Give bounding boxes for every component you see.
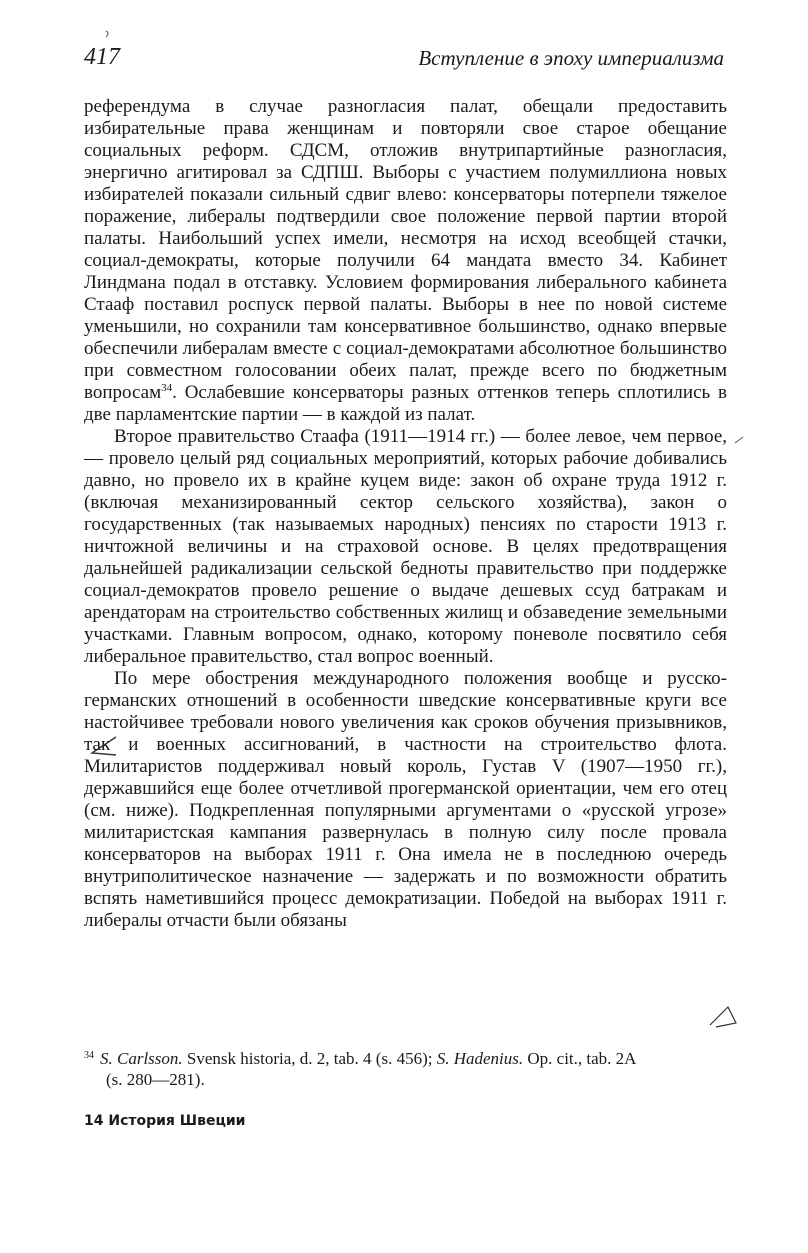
footnote-text-2: Op. cit., tab. 2A bbox=[523, 1049, 637, 1068]
paragraph-3: По мере обострения международного положения вообще и русско-германских отношений в особенности шведские консервативные круги все настойчивее требовали нового увеличения как сроков обучения призывников, так и военных ассигнований, в частности на строительство флота. Милитаристов поддерживал новый король, Густав V (1907—1950 гг.), державшийся еще более отчетливой прогерманской ориентации, чем его отец (см. ниже). Подкрепленная популярными аргументами о «русской угрозе» милитаристская кампания развернулась в полную силу после провала консерваторов на выборах 1911 г. Она имела не в последнюю очередь внутриполитическое назначение — задержать и по возможности обратить вспять наметившийся процесс демократизации. Победой на выборах 1911 г. либералы отчасти были обязаны bbox=[84, 668, 727, 931]
footnote-author-1: S. Carlsson. bbox=[100, 1049, 183, 1068]
footnote-author-2: S. Hadenius. bbox=[436, 1049, 524, 1068]
footnote-line-2: (s. 280—281). bbox=[106, 1070, 205, 1089]
paragraph-1-text-part-1: референдума в случае разногласия палат, обещали предоставить избирательные права женщинам и повторяли свое старое обещание социальных реформ. СДСМ, отложив внутрипартийные разногласия, энергично агитировал за СДПШ. Выборы с участием полумиллиона новых избирателей показали сильный сдвиг влево: консерваторы потерпели тяжелое поражение, либералы подтвердили свое положение первой партии второй палаты. Наибольший успех имели, несмотря на исход всеобщей стачки, социал-демократы, которые получили 64 мандата вместо 34. Кабинет Линдмана подал в отставку. Условием формирования либерального кабинета Стааф поставил роспуск первой палаты. Выборы в нее по новой системе уменьшили, но сохранили там консервативное большинство, однако впервые обеспечили либералам вместе с социал-демократами абсолютное большинство при совместном голосовании обеих палат, прежде всего по бюджетным вопросам bbox=[84, 96, 727, 403]
paragraph-1 bbox=[84, 96, 727, 426]
footnote-line-1 bbox=[84, 1045, 727, 1069]
footnote-text-1: Svensk historia, d. 2, tab. 4 (s. 456); bbox=[182, 1049, 437, 1068]
page-number: 417 bbox=[84, 44, 120, 70]
footnote-reference: 34 bbox=[161, 382, 173, 394]
footnote bbox=[84, 1045, 727, 1090]
pen-corner-mark bbox=[104, 30, 112, 38]
page-header bbox=[84, 44, 724, 78]
pen-tick-mark bbox=[734, 436, 744, 444]
printer-signature: 14 История Швеции bbox=[84, 1113, 246, 1129]
paragraph-2: Второе правительство Стаафа (1911—1914 гг.) — более левое, чем первое,— провело целый ряд социальных мероприятий, которых рабочие добивались давно, но провело их в крайне куцем виде: закон об охране труда 1912 г. (включая механизированный сектор сельского хозяйства), закон о государственных (так называемых народных) пенсиях по старости 1913 г. ничтожной величины и на страховой основе. В целях предотвращения дальнейшей радикализации сельской бедноты правительство при поддержке социал-демократов провело решение о выдаче дешевых ссуд батракам и арендаторам на строительство собственных жилищ и обзаведение земельными участками. Главным вопросом, однако, которому поневоле посвятило себя либеральное правительство, стал вопрос военный. bbox=[84, 426, 727, 667]
pen-mark-left-margin bbox=[88, 735, 118, 759]
running-title: Вступление в эпоху империализма bbox=[418, 46, 724, 70]
main-text bbox=[84, 96, 727, 932]
pen-mark-right-margin bbox=[708, 1005, 738, 1031]
paragraph-1-text-part-2: . Ослабевшие консерваторы разных оттенков теперь сплотились в две парламентские партии — в каждой из палат. bbox=[84, 382, 727, 425]
footnote-number: 34 bbox=[84, 1050, 94, 1061]
